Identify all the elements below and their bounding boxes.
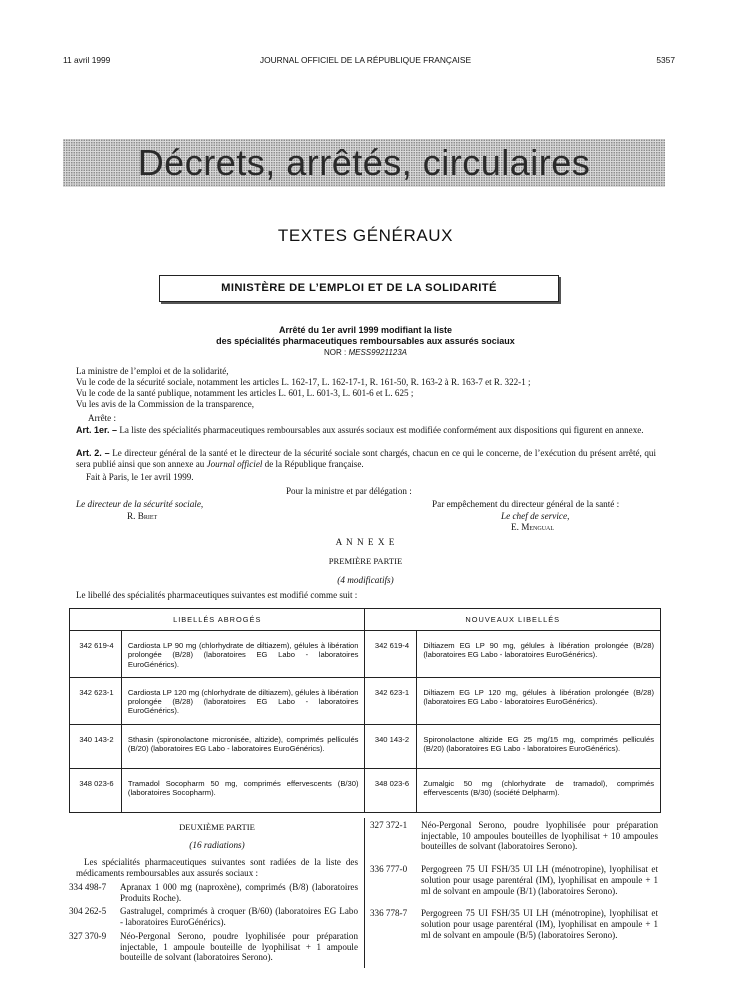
new-label: Diltiazem EG LP 90 mg, gélules à libération prolongée (B/28) (laboratoires EG Labo - laboratoires EuroGénérics). <box>417 631 661 678</box>
cip-code: 336 778-7 <box>370 908 408 919</box>
annexe-title: A N N E X E <box>335 537 396 547</box>
ministry-title: MINISTÈRE DE L’EMPLOI ET DE LA SOLIDARITÉ <box>221 281 497 294</box>
arrete-word: Arrête : <box>88 413 117 423</box>
preamble-line: Vu le code de la santé publique, notamment les articles L. 601, L. 601-3, L. 601-6 et L. 625 ; <box>76 388 414 398</box>
table-row <box>70 768 661 812</box>
old-label: Cardiosta LP 120 mg (chlorhydrate de diltiazem), gélules à libération prolongée (B/28) (laboratoires EG Labo - laboratoires EuroGénérics). <box>121 677 365 724</box>
part1-subtitle: (4 modificatifs) <box>337 575 394 585</box>
signatory-right-title: Le chef de service, <box>501 511 570 521</box>
section-heading: TEXTES GÉNÉRAUX <box>277 226 454 245</box>
page-number: 5357 <box>656 55 675 65</box>
list-item <box>370 908 658 940</box>
part2-subtitle: (16 radiations) <box>189 840 245 850</box>
part2-intro: Les spécialités pharmaceutiques suivantes sont radiées de la liste des médicaments remboursables aux assurés sociaux : <box>76 857 358 878</box>
list-item <box>370 864 658 896</box>
signatory-left-name: R. Briet <box>127 511 158 521</box>
table-row <box>70 677 661 724</box>
new-code: 342 619-4 <box>365 631 417 678</box>
cip-code: 334 498-7 <box>69 882 107 892</box>
new-label: Diltiazem EG LP 120 mg, gélules à libération prolongée (B/28) (laboratoires EG Labo - laboratoires EuroGénérics). <box>417 677 661 724</box>
drug-label: Gastralugel, comprimés à croquer (B/60) (laboratoires EG Labo - laboratoires EuroGénérics). <box>120 906 358 928</box>
signatory-right-line: Par empêchement du directeur général de la santé : <box>432 499 620 509</box>
column-header-old: LIBELLÉS ABROGÉS <box>70 609 365 631</box>
part1-intro: Le libellé des spécialités pharmaceutiques suivantes est modifié comme suit : <box>76 590 358 600</box>
cip-code: 336 777-0 <box>370 864 408 875</box>
cip-code: 304 262-5 <box>69 906 107 917</box>
list-item <box>370 820 658 852</box>
new-label: Zumalgic 50 mg (chlorhydrate de tramadol), comprimés effervescents (B/30) (société Delpharm). <box>417 768 661 812</box>
old-code: 348 023-6 <box>70 768 122 812</box>
ministry-box <box>159 275 559 302</box>
old-code: 340 143-2 <box>70 724 122 768</box>
signatory-right-name: E. Mengual <box>511 522 555 532</box>
column-divider <box>364 818 365 968</box>
table-row <box>70 631 661 678</box>
new-code: 340 143-2 <box>365 724 417 768</box>
part1-title: PREMIÈRE PARTIE <box>328 556 403 566</box>
preamble-line: La ministre de l’emploi et de la solidarité, <box>76 366 229 376</box>
signatory-left-title: Le directeur de la sécurité sociale, <box>76 499 204 509</box>
old-code: 342 623-1 <box>70 677 122 724</box>
nor-reference: NOR : MESS9921123A <box>323 348 408 357</box>
new-code: 342 623-1 <box>365 677 417 724</box>
drug-label: Apranax 1 000 mg (naproxène), comprimés (B/8) (laboratoires Produits Roche). <box>120 882 358 903</box>
cip-code: 327 370-9 <box>69 930 107 941</box>
issue-date: 11 avril 1999 <box>63 55 111 65</box>
journal-title: JOURNAL OFFICIEL DE LA RÉPUBLIQUE FRANÇAISE <box>259 55 472 65</box>
signature-date: Fait à Paris, le 1er avril 1999. <box>86 472 194 482</box>
list-item <box>69 906 358 927</box>
article-1: Art. 1er. – La liste des spécialités pharmaceutiques remboursables aux assurés sociaux est modifiée conformément aux dispositions qui figurent en annexe. <box>76 425 644 435</box>
section-banner <box>63 139 665 187</box>
banner-title: Décrets, arrêtés, circulaires <box>137 141 591 183</box>
old-code: 342 619-4 <box>70 631 122 678</box>
arrete-title-line1: Arrêté du 1er avril 1999 modifiant la liste <box>278 325 453 335</box>
list-item <box>69 882 358 903</box>
new-label: Spironolactone altizide EG 25 mg/15 mg, comprimés pelliculés (B/20) (laboratoires EG Labo - laboratoires EuroGénérics). <box>417 724 661 768</box>
list-item <box>69 931 358 963</box>
part2-title: DEUXIÈME PARTIE <box>179 822 255 832</box>
preamble-line: Vu le code de la sécurité sociale, notamment les articles L. 162-17, L. 162-17-1, R. 161-50, R. 163-2 à R. 163-7 et R. 322-1 ; <box>76 377 531 387</box>
column-header-new: NOUVEAUX LIBELLÉS <box>365 609 661 631</box>
delegation-line: Pour la ministre et par délégation : <box>286 486 412 496</box>
old-label: Sthasin (spironolactone micronisée, altizide), comprimés pelliculés (B/20) (laboratoires EG Labo - laboratoires EuroGénérics). <box>121 724 365 768</box>
drug-label: Pergogreen 75 UI FSH/35 UI LH (ménotropine), lyophilisat et solution pour usage parentéral (IM), lyophilisat en ampoule + 1 ml de solvant en ampoule (B/5) (laboratoires Serono). <box>421 908 658 940</box>
old-label: Tramadol Socopharm 50 mg, comprimés effervescents (B/30) (laboratoires Socopharm). <box>121 768 365 812</box>
drug-label: Néo-Pergonal Serono, poudre lyophilisée pour préparation injectable, 10 ampoules bouteilles de lyophilisat + 10 ampoules bouteilles de solvant (laboratoires Serono). <box>421 820 658 852</box>
cip-code: 327 372-1 <box>370 820 408 830</box>
article-2: Art. 2. – Le directeur général de la santé et le directeur de la sécurité sociale sont chargés, chacun en ce qui le concerne, de l’exécution du présent arrêté, qui sera publié ainsi que son annexe au Journal officiel de la République française. <box>76 448 656 469</box>
table-row <box>70 724 661 768</box>
table-header-row <box>70 609 661 631</box>
modifications-table <box>69 608 661 813</box>
drug-label: Pergogreen 75 UI FSH/35 UI LH (ménotropine), lyophilisat et solution pour usage parentéral (IM), lyophilisat en ampoule + 1 ml de solvant en ampoule (B/1) (laboratoires Serono). <box>421 864 658 896</box>
radiations-right-list <box>370 820 658 940</box>
arrete-title-line2: des spécialités pharmaceutiques remboursables aux assurés sociaux <box>216 336 515 346</box>
drug-label: Néo-Pergonal Serono, poudre lyophilisée pour préparation injectable, 1 ampoule bouteille de lyophilisat + 1 ampoule bouteille de solvant (laboratoires Serono). <box>120 930 358 963</box>
preamble-line: Vu les avis de la Commission de la transparence, <box>76 399 254 409</box>
old-label: Cardiosta LP 90 mg (chlorhydrate de diltiazem), gélules à libération prolongée (B/28) (laboratoires EG Labo - laboratoires EuroGénérics). <box>121 631 365 678</box>
radiations-left-list <box>69 882 358 963</box>
new-code: 348 023-6 <box>365 768 417 812</box>
